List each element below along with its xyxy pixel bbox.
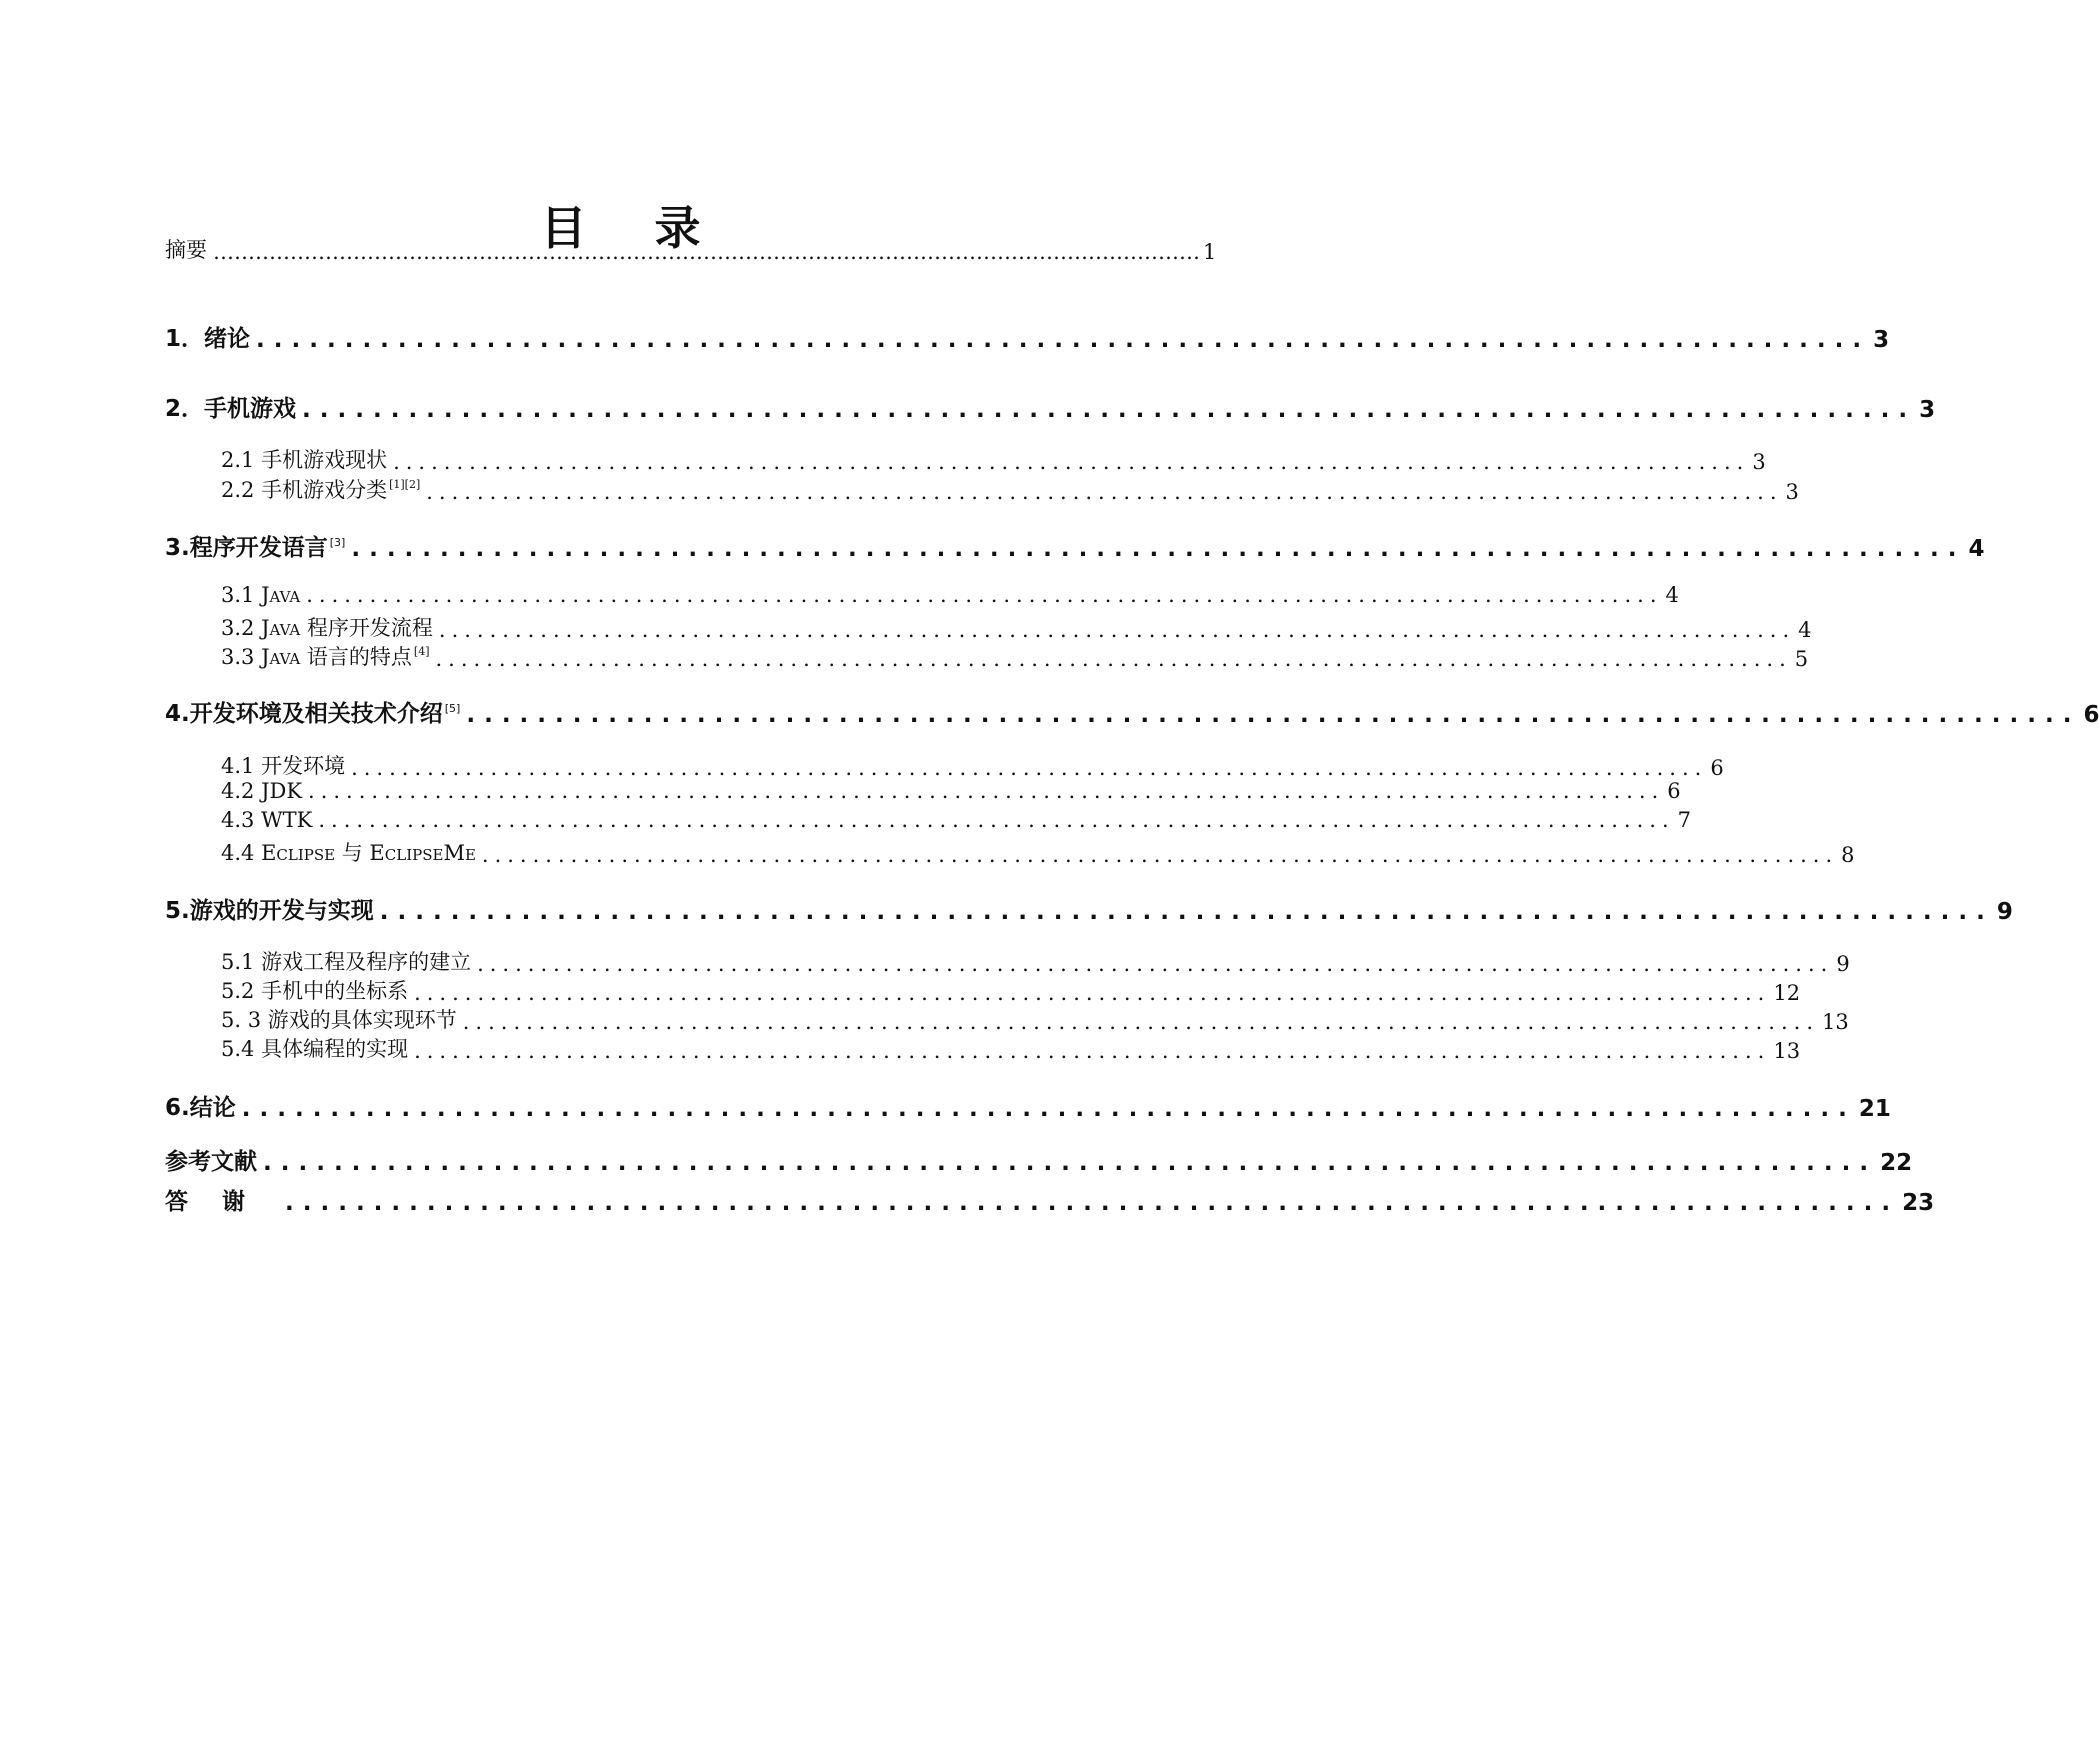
toc-section-5-4[interactable] bbox=[221, 1033, 1801, 1063]
toc-chapter-4[interactable] bbox=[165, 695, 2099, 728]
toc-entry-label: 4.开发环境及相关技术介绍 bbox=[165, 701, 443, 727]
toc-entry-label: 参考文献 bbox=[165, 1149, 257, 1175]
toc-entry-label: 5. 3 游戏的具体实现环节 bbox=[221, 1008, 457, 1032]
dot-leader: ........................................................................................................... bbox=[393, 450, 1750, 474]
toc-section-2-1[interactable] bbox=[221, 444, 1766, 474]
toc-chapter-3[interactable] bbox=[165, 529, 1985, 562]
dot-leader: ........................................................................................... bbox=[241, 1096, 1856, 1122]
toc-section-4-1[interactable] bbox=[221, 750, 1724, 780]
dot-leader: ........................................................................................................... bbox=[318, 808, 1675, 832]
toc-entry-label: 4.2 JDK bbox=[221, 779, 303, 803]
toc-page-number: 6 bbox=[1667, 779, 1681, 803]
dot-leader: …………………………………………………………………………………………………………………………… bbox=[213, 240, 1200, 264]
toc-entry-label: 3.3 Java 语言的特点 bbox=[221, 645, 412, 669]
toc-entry-acknowledgements[interactable] bbox=[165, 1183, 1935, 1216]
toc-chapter-1[interactable] bbox=[165, 320, 1890, 353]
dot-leader: ........................................................................................... bbox=[351, 536, 1966, 562]
toc-title: 目 录 bbox=[540, 201, 727, 255]
toc-entry-label: 答谢 bbox=[165, 1189, 279, 1215]
toc-page-number: 4 bbox=[1665, 583, 1679, 607]
toc-page-number: 8 bbox=[1841, 843, 1855, 867]
toc-page-number: 1 bbox=[1203, 240, 1217, 264]
toc-page-number: 3 bbox=[1873, 327, 1890, 353]
toc-entry-label: 5.4 具体编程的实现 bbox=[221, 1037, 409, 1061]
toc-page-number: 23 bbox=[1902, 1190, 1935, 1216]
toc-entry-label: 5.1 游戏工程及程序的建立 bbox=[221, 950, 472, 974]
toc-page-number: 9 bbox=[1996, 899, 2013, 925]
dot-leader: ........................................................................................................... bbox=[306, 583, 1663, 607]
toc-page-number: 12 bbox=[1773, 981, 1801, 1005]
dot-leader: ........................................................................................................... bbox=[438, 618, 1796, 642]
toc-section-4-4[interactable] bbox=[221, 837, 1855, 867]
dot-leader: ........................................................................................................... bbox=[308, 779, 1665, 803]
toc-page-number: 3 bbox=[1752, 450, 1766, 474]
toc-page-number: 21 bbox=[1858, 1096, 1891, 1122]
toc-page-number: 4 bbox=[1968, 536, 1985, 562]
toc-entry-label: 4.4 Eclipse 与 EclipseMe bbox=[221, 841, 476, 865]
dot-leader: ........................................................................................................... bbox=[481, 843, 1839, 867]
toc-section-4-2[interactable] bbox=[221, 779, 1681, 803]
toc-entry-label: 2．手机游戏 bbox=[165, 396, 297, 422]
dot-leader: ........................................................................................................... bbox=[477, 952, 1834, 976]
toc-section-5-3[interactable] bbox=[221, 1004, 1849, 1034]
toc-entry-abstract[interactable] bbox=[165, 234, 1217, 264]
toc-entry-label: 4.1 开发环境 bbox=[221, 754, 346, 778]
citation-mark: [3] bbox=[329, 536, 346, 549]
toc-entry-label: 3.1 Java bbox=[221, 583, 301, 607]
toc-section-3-1[interactable] bbox=[221, 583, 1679, 607]
toc-section-3-3[interactable] bbox=[221, 641, 1809, 671]
toc-section-5-1[interactable] bbox=[221, 946, 1850, 976]
dot-leader: ........................................................................................................... bbox=[351, 756, 1708, 780]
toc-entry-label: 2.2 手机游戏分类 bbox=[221, 478, 388, 502]
toc-entry-label: 5.2 手机中的坐标系 bbox=[221, 979, 409, 1003]
dot-leader: ........................................................................................... bbox=[285, 1190, 1900, 1216]
citation-mark: [4] bbox=[413, 645, 430, 658]
toc-page-number: 3 bbox=[1919, 397, 1936, 423]
toc-entry-label: 摘要 bbox=[165, 238, 207, 262]
toc-entry-label: 3.2 Java 程序开发流程 bbox=[221, 616, 433, 640]
toc-page-number: 3 bbox=[1785, 480, 1799, 504]
dot-leader: ........................................................................................... bbox=[302, 397, 1917, 423]
toc-chapter-6[interactable] bbox=[165, 1089, 1891, 1122]
toc-section-2-2[interactable] bbox=[221, 474, 1799, 504]
dot-leader: ........................................................................................................... bbox=[414, 1039, 1771, 1063]
toc-page-number: 13 bbox=[1822, 1010, 1849, 1034]
dot-leader: ........................................................................................................... bbox=[414, 981, 1771, 1005]
dot-leader: ........................................................................................................... bbox=[462, 1010, 1820, 1034]
toc-section-4-3[interactable] bbox=[221, 808, 1691, 832]
toc-entry-label: 3.程序开发语言 bbox=[165, 535, 328, 561]
citation-mark: [5] bbox=[444, 702, 461, 715]
dot-leader: ........................................................................................... bbox=[466, 702, 2081, 728]
toc-entry-label: 5.游戏的开发与实现 bbox=[165, 898, 374, 924]
toc-entry-label: 1．绪论 bbox=[165, 326, 251, 352]
toc-page-number: 6 bbox=[2083, 702, 2099, 728]
toc-chapter-2[interactable] bbox=[165, 390, 1936, 423]
toc-page-number: 7 bbox=[1677, 808, 1691, 832]
toc-page-number: 13 bbox=[1773, 1039, 1801, 1063]
toc-entry-label: 4.3 WTK bbox=[221, 808, 313, 832]
toc-page-number: 22 bbox=[1880, 1150, 1913, 1176]
dot-leader: ........................................................................................... bbox=[256, 327, 1871, 353]
toc-page-number: 9 bbox=[1836, 952, 1850, 976]
dot-leader: ........................................................................................................... bbox=[435, 647, 1792, 671]
toc-chapter-5[interactable] bbox=[165, 892, 2013, 925]
toc-section-5-2[interactable] bbox=[221, 975, 1801, 1005]
toc-page-number: 4 bbox=[1798, 618, 1812, 642]
toc-entry-label: 2.1 手机游戏现状 bbox=[221, 448, 388, 472]
dot-leader: ........................................................................................... bbox=[263, 1150, 1878, 1176]
dot-leader: ........................................................................................... bbox=[379, 899, 1994, 925]
dot-leader: ........................................................................................................... bbox=[426, 480, 1783, 504]
toc-page-number: 5 bbox=[1794, 647, 1809, 671]
toc-page-number: 6 bbox=[1710, 756, 1724, 780]
citation-mark: [1][2] bbox=[389, 478, 421, 491]
toc-section-3-2[interactable] bbox=[221, 612, 1812, 642]
toc-entry-label: 6.结论 bbox=[165, 1095, 236, 1121]
toc-entry-references[interactable] bbox=[165, 1143, 1913, 1176]
